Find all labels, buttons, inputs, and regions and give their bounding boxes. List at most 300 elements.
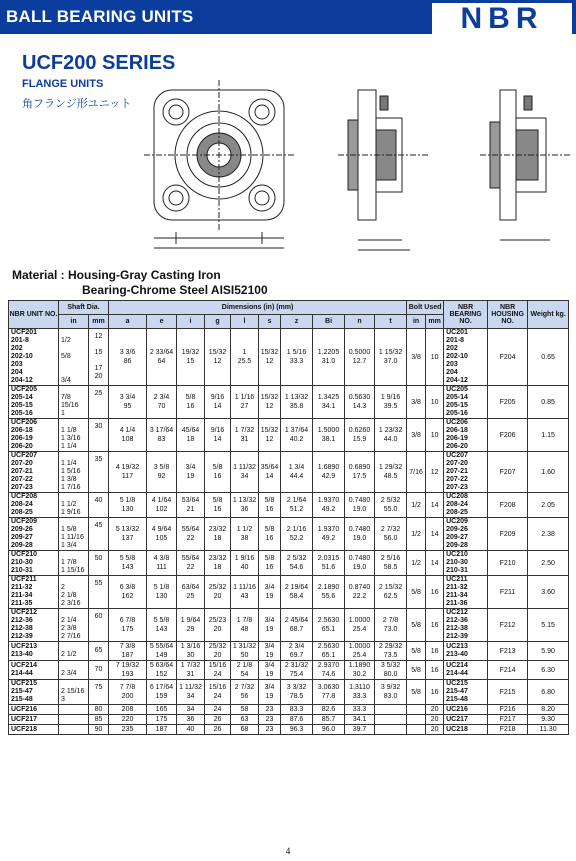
- dimension-cell: 2.5630 65.1: [313, 642, 345, 661]
- dimension-cell: 5/8 16: [259, 551, 281, 576]
- table-row: [9, 518, 569, 551]
- weight-cell: 2.50: [528, 551, 569, 576]
- dimension-cell: 2 29/32 73.5: [375, 642, 407, 661]
- table-row: [9, 386, 569, 419]
- shaft-mm-cell: 55: [89, 576, 109, 609]
- col-shaft-in: in: [59, 315, 89, 329]
- dimension-cell: 85.7: [313, 715, 345, 725]
- bolt-mm-cell: 14: [426, 551, 444, 576]
- shaft-mm-cell: 25: [89, 386, 109, 419]
- weight-cell: 1.15: [528, 419, 569, 452]
- dimension-cell: 3/4 19: [259, 576, 281, 609]
- bolt-in-cell: [407, 715, 426, 725]
- weight-cell: 1.60: [528, 452, 569, 493]
- shaft-in-cell: 2 3/4: [59, 661, 89, 680]
- dimension-cell: 9/16 14: [205, 386, 231, 419]
- bolt-in-cell: 5/8: [407, 661, 426, 680]
- shaft-mm-cell: 50: [89, 551, 109, 576]
- col-nbr-bearing: NBR BEARING NO.: [444, 301, 488, 329]
- housing-number-cell: F210: [488, 551, 528, 576]
- brand-logo-text: NBR: [460, 2, 544, 35]
- table-row: [9, 493, 569, 518]
- dimension-cell: 39.7: [345, 725, 375, 735]
- series-subtitle: FLANGE UNITS: [22, 78, 104, 90]
- housing-number-cell: F211: [488, 576, 528, 609]
- weight-cell: 5.90: [528, 642, 569, 661]
- dimension-cell: 15/32 12: [259, 386, 281, 419]
- dimension-cell: 1.3110 33.3: [345, 680, 375, 705]
- dimension-cell: 1.9370 49.2: [313, 518, 345, 551]
- dimension-cell: 23: [259, 725, 281, 735]
- dimension-cell: 1 23/32 44.0: [375, 419, 407, 452]
- bolt-mm-cell: 20: [426, 715, 444, 725]
- dimension-cell: 7 19/32 193: [109, 661, 147, 680]
- shaft-in-cell: [59, 715, 89, 725]
- dimension-cell: 23/32 18: [205, 518, 231, 551]
- dimension-cell: 2.0315 51.6: [313, 551, 345, 576]
- bearing-number-cell: UC214 214-44: [444, 661, 488, 680]
- dimension-cell: 5 5/8 143: [109, 551, 147, 576]
- dimension-cell: 5 13/32 137: [109, 518, 147, 551]
- unit-number-cell: UCF208 208-24 208-25: [9, 493, 59, 518]
- dimension-cell: 5 63/64 152: [147, 661, 177, 680]
- dimension-cell: 1 9/16 39.5: [375, 386, 407, 419]
- bolt-in-cell: 1/2: [407, 551, 426, 576]
- col-weight: Weight kg.: [528, 301, 569, 329]
- col-dim-n: n: [345, 315, 375, 329]
- unit-number-cell: UCF206 206-18 206-19 206-20: [9, 419, 59, 452]
- material-housing: Material : Housing-Gray Casting Iron: [12, 268, 221, 282]
- dimension-cell: 208: [109, 705, 147, 715]
- dimension-cell: 3/4 19: [177, 452, 205, 493]
- dimension-cell: 19/32 15: [177, 329, 205, 386]
- dimension-cell: 3/4 19: [259, 680, 281, 705]
- dimension-cell: 2 3/4 69.7: [281, 642, 313, 661]
- shaft-in-cell: [59, 705, 89, 715]
- bearing-number-cell: UC212 212-36 212-38 212-39: [444, 609, 488, 642]
- table-row: [9, 551, 569, 576]
- bolt-in-cell: 1/2: [407, 493, 426, 518]
- dimension-cell: 1 29/32 48.5: [375, 452, 407, 493]
- housing-number-cell: F207: [488, 452, 528, 493]
- dimension-cell: 235: [109, 725, 147, 735]
- dimension-cell: 1 7/32 31: [177, 661, 205, 680]
- shaft-in-cell: 2 1/4 2 3/8 2 7/16: [59, 609, 89, 642]
- dimension-cell: 15/32 12: [259, 329, 281, 386]
- dimension-cell: 23: [259, 705, 281, 715]
- dimension-cell: 63: [231, 715, 259, 725]
- page-number: 4: [285, 846, 291, 856]
- bearing-number-cell: UC210 210-30 210-31: [444, 551, 488, 576]
- table-row: [9, 715, 569, 725]
- weight-cell: 0.65: [528, 329, 569, 386]
- table-row: [9, 329, 569, 386]
- housing-number-cell: F215: [488, 680, 528, 705]
- housing-number-cell: F217: [488, 715, 528, 725]
- bearing-number-cell: UC217: [444, 715, 488, 725]
- dimension-cell: 68: [231, 725, 259, 735]
- dimension-cell: 1 7/32 31: [231, 419, 259, 452]
- bearing-number-cell: UC216: [444, 705, 488, 715]
- dimension-cell: 1 11/16 43: [231, 576, 259, 609]
- bolt-mm-cell: 16: [426, 680, 444, 705]
- col-nbr-unit: NBR UNIT NO.: [9, 301, 59, 329]
- dimension-cell: 58: [231, 705, 259, 715]
- dimension-cell: 1 11/32 34: [231, 452, 259, 493]
- dimension-cell: 1 11/32 34: [177, 680, 205, 705]
- shaft-in-cell: 1 7/8 1 15/16: [59, 551, 89, 576]
- housing-number-cell: F204: [488, 329, 528, 386]
- dimension-cell: 0.6890 17.5: [345, 452, 375, 493]
- table-row: [9, 642, 569, 661]
- dimension-cell: 5/8 16: [205, 452, 231, 493]
- col-dim-g: g: [205, 315, 231, 329]
- shaft-mm-cell: 30: [89, 419, 109, 452]
- dimension-cell: 1 3/16 30: [177, 642, 205, 661]
- bolt-mm-cell: 16: [426, 642, 444, 661]
- dimension-cell: 82.6: [313, 705, 345, 715]
- dimension-cell: 3 3/6 86: [109, 329, 147, 386]
- unit-number-cell: UCF207 207-20 207-21 207-22 207-23: [9, 452, 59, 493]
- unit-number-cell: UCF213 213-40: [9, 642, 59, 661]
- dimension-cell: 25/32 20: [205, 642, 231, 661]
- col-dim-t: t: [375, 315, 407, 329]
- col-dimensions: Dimensions (in) (mm): [109, 301, 407, 315]
- dimension-cell: 87.6: [281, 715, 313, 725]
- dimension-cell: 1 25.5: [231, 329, 259, 386]
- dimension-cell: 187: [147, 725, 177, 735]
- col-bolt-used: Bolt Used: [407, 301, 444, 315]
- housing-number-cell: F213: [488, 642, 528, 661]
- dimension-cell: 175: [147, 715, 177, 725]
- dimension-cell: 2 3/4 70: [147, 386, 177, 419]
- dimension-cell: 53/64 21: [177, 493, 205, 518]
- dimension-cell: 26: [205, 725, 231, 735]
- housing-number-cell: F214: [488, 661, 528, 680]
- weight-cell: 11.30: [528, 725, 569, 735]
- bearing-number-cell: UC207 207-20 207-21 207-22 207-23: [444, 452, 488, 493]
- bolt-in-cell: 3/8: [407, 329, 426, 386]
- dimension-cell: 3 5/8 92: [147, 452, 177, 493]
- dimension-cell: 2 7/32 56: [231, 680, 259, 705]
- dimension-cell: 2.9370 74.6: [313, 661, 345, 680]
- dimension-cell: 3 5/32 80.0: [375, 661, 407, 680]
- unit-number-cell: UCF216: [9, 705, 59, 715]
- dimension-cell: 55/64 22: [177, 518, 205, 551]
- bolt-in-cell: 3/8: [407, 419, 426, 452]
- dimension-cell: 5 5/8 143: [147, 609, 177, 642]
- bolt-mm-cell: 16: [426, 609, 444, 642]
- bearing-number-cell: UC206 206-18 206-19 206-20: [444, 419, 488, 452]
- col-dim-s: s: [259, 315, 281, 329]
- bearing-number-cell: UC201 201-8 202 202-10 203 204 204-12: [444, 329, 488, 386]
- col-shaft-mm: mm: [89, 315, 109, 329]
- dimension-cell: 96.0: [313, 725, 345, 735]
- shaft-in-cell: [59, 725, 89, 735]
- dimension-cell: 2 1/64 51.2: [281, 493, 313, 518]
- shaft-in-cell: 2 2 1/8 2 3/16: [59, 576, 89, 609]
- dimension-cell: 63/64 25: [177, 576, 205, 609]
- dimension-cell: 3.0630 77.8: [313, 680, 345, 705]
- dimension-cell: 2 5/32 55.0: [375, 493, 407, 518]
- table-row: [9, 680, 569, 705]
- housing-number-cell: F218: [488, 725, 528, 735]
- series-subtitle-jp: 角フランジ形ユニット: [22, 98, 132, 110]
- bolt-in-cell: 5/8: [407, 576, 426, 609]
- header-title: BALL BEARING UNITS: [6, 7, 194, 26]
- table-row: [9, 576, 569, 609]
- dimension-cell: 4 9/64 105: [147, 518, 177, 551]
- housing-number-cell: F209: [488, 518, 528, 551]
- col-dim-i: i: [177, 315, 205, 329]
- housing-number-cell: F208: [488, 493, 528, 518]
- shaft-in-cell: 1/2 5/8 3/4: [59, 329, 89, 386]
- col-bolt-in: in: [407, 315, 426, 329]
- dimension-cell: 3 3/4 95: [109, 386, 147, 419]
- dimension-cell: 0.7480 19.0: [345, 551, 375, 576]
- bolt-in-cell: [407, 725, 426, 735]
- dimension-cell: 83.3: [281, 705, 313, 715]
- unit-number-cell: UCF209 209-26 209-27 209-28: [9, 518, 59, 551]
- dimension-cell: 25/23 20: [205, 609, 231, 642]
- dimension-cell: 1 13/32 36: [231, 493, 259, 518]
- dimension-cell: 1 9/64 29: [177, 609, 205, 642]
- dimension-cell: 4 19/32 117: [109, 452, 147, 493]
- dimension-cell: 1.9370 49.2: [313, 493, 345, 518]
- bolt-mm-cell: 12: [426, 452, 444, 493]
- bolt-mm-cell: 20: [426, 705, 444, 715]
- bearing-number-cell: UC218: [444, 725, 488, 735]
- col-dim-bi: Bi: [313, 315, 345, 329]
- dimension-cell: 0.5630 14.3: [345, 386, 375, 419]
- dimension-cell: 34.1: [345, 715, 375, 725]
- housing-number-cell: F205: [488, 386, 528, 419]
- dimension-cell: 2 31/32 75.4: [281, 661, 313, 680]
- unit-number-cell: UCF217: [9, 715, 59, 725]
- shaft-in-cell: 1 1/2 1 9/16: [59, 493, 89, 518]
- bolt-in-cell: 5/8: [407, 642, 426, 661]
- shaft-in-cell: 2 15/16 3: [59, 680, 89, 705]
- dimension-cell: 0.7480 19.0: [345, 518, 375, 551]
- shaft-in-cell: 2 1/2: [59, 642, 89, 661]
- shaft-mm-cell: 80: [89, 705, 109, 715]
- weight-cell: 2.38: [528, 518, 569, 551]
- unit-number-cell: UCF211 211-32 211-34 211-35: [9, 576, 59, 609]
- dimension-cell: 5 1/8 130: [147, 576, 177, 609]
- dimension-cell: [375, 715, 407, 725]
- unit-number-cell: UCF205 205-14 205-15 205-16: [9, 386, 59, 419]
- dimension-cell: 2 33/64 64: [147, 329, 177, 386]
- dimension-cell: 15/16 24: [205, 661, 231, 680]
- dimension-cell: 3/4 19: [259, 609, 281, 642]
- series-title: UCF200 SERIES: [22, 52, 176, 74]
- dimension-cell: 1 15/32 37.0: [375, 329, 407, 386]
- dimension-cell: 1 9/16 40: [231, 551, 259, 576]
- bearing-number-cell: UC205 205-14 205-15 205-16: [444, 386, 488, 419]
- weight-cell: 6.80: [528, 680, 569, 705]
- dimension-cell: 0.5000 12.7: [345, 329, 375, 386]
- bolt-in-cell: 7/16: [407, 452, 426, 493]
- shaft-in-cell: 1 5/8 1 11/16 1 3/4: [59, 518, 89, 551]
- weight-cell: 3.60: [528, 576, 569, 609]
- shaft-mm-cell: 60: [89, 609, 109, 642]
- dimension-cell: 4 1/4 108: [109, 419, 147, 452]
- table-row: [9, 452, 569, 493]
- shaft-mm-cell: 70: [89, 661, 109, 680]
- dimension-cell: 9/16 14: [205, 419, 231, 452]
- dimension-cell: 2 7/8 73.0: [375, 609, 407, 642]
- dimension-cell: 5/8 16: [205, 493, 231, 518]
- shaft-in-cell: 7/8 15/16 1: [59, 386, 89, 419]
- dimension-cell: 3 3/32 78.5: [281, 680, 313, 705]
- dimension-cell: 2 5/16 58.5: [375, 551, 407, 576]
- table-row: [9, 419, 569, 452]
- shaft-mm-cell: 35: [89, 452, 109, 493]
- dimension-cell: 5 1/8 130: [109, 493, 147, 518]
- dimension-cell: 3 9/32 83.0: [375, 680, 407, 705]
- bearing-number-cell: UC215 215-47 215-48: [444, 680, 488, 705]
- unit-number-cell: UCF210 210-30 210-31: [9, 551, 59, 576]
- dimension-cell: 165: [147, 705, 177, 715]
- unit-number-cell: UCF214 214-44: [9, 661, 59, 680]
- dimension-cell: 1.6890 42.9: [313, 452, 345, 493]
- dimension-cell: 0.6260 15.9: [345, 419, 375, 452]
- dimension-cell: 1.1890 30.2: [345, 661, 375, 680]
- weight-cell: 8.20: [528, 705, 569, 715]
- dimension-cell: 6 17/64 159: [147, 680, 177, 705]
- dimension-cell: 23: [259, 715, 281, 725]
- dimension-cell: 2.5630 65.1: [313, 609, 345, 642]
- dimension-cell: 3/4 19: [259, 661, 281, 680]
- dimension-cell: 5/8 16: [259, 493, 281, 518]
- housing-number-cell: F206: [488, 419, 528, 452]
- dimension-cell: 5/8 16: [177, 386, 205, 419]
- dimension-cell: 2 1/8 54: [231, 661, 259, 680]
- dimension-cell: 96.3: [281, 725, 313, 735]
- spec-table: [8, 300, 569, 735]
- table-row: [9, 725, 569, 735]
- weight-cell: 0.85: [528, 386, 569, 419]
- dimension-cell: 220: [109, 715, 147, 725]
- dimension-cell: 40: [177, 725, 205, 735]
- dimension-cell: 1.0000 25.4: [345, 642, 375, 661]
- table-row: [9, 609, 569, 642]
- bolt-mm-cell: 14: [426, 493, 444, 518]
- table-row: [9, 661, 569, 680]
- dimension-cell: 1.5000 38.1: [313, 419, 345, 452]
- weight-cell: 2.05: [528, 493, 569, 518]
- shaft-mm-cell: 85: [89, 715, 109, 725]
- dimension-cell: 25/32 20: [205, 576, 231, 609]
- dimension-cell: 15/16 24: [205, 680, 231, 705]
- dimension-cell: 4 1/64 102: [147, 493, 177, 518]
- dimension-cell: 24: [205, 705, 231, 715]
- bolt-in-cell: 5/8: [407, 680, 426, 705]
- weight-cell: 9.30: [528, 715, 569, 725]
- housing-number-cell: F212: [488, 609, 528, 642]
- dimension-cell: 7 7/8 200: [109, 680, 147, 705]
- dimension-cell: 35/64 14: [259, 452, 281, 493]
- dimension-cell: 2 5/32 54.6: [281, 551, 313, 576]
- col-dim-z: z: [281, 315, 313, 329]
- dimension-cell: 45/64 18: [177, 419, 205, 452]
- bolt-in-cell: 3/8: [407, 386, 426, 419]
- bearing-number-cell: UC213 213-40: [444, 642, 488, 661]
- bolt-in-cell: [407, 705, 426, 715]
- dimension-cell: 1.2205 31.0: [313, 329, 345, 386]
- shaft-mm-cell: 75: [89, 680, 109, 705]
- dimension-cell: 6 7/8 175: [109, 609, 147, 642]
- col-dim-l: l: [231, 315, 259, 329]
- dimension-cell: [375, 725, 407, 735]
- unit-number-cell: UCF212 212-36 212-38 212-39: [9, 609, 59, 642]
- bolt-mm-cell: 10: [426, 329, 444, 386]
- dimension-cell: 1 1/16 27: [231, 386, 259, 419]
- material-bearing: Bearing-Chrome Steel AISI52100: [82, 283, 268, 297]
- shaft-mm-cell: 90: [89, 725, 109, 735]
- technical-drawing: [140, 60, 576, 270]
- dimension-cell: 5/8 16: [259, 518, 281, 551]
- dimension-cell: 55/64 22: [177, 551, 205, 576]
- dimension-cell: 15/32 12: [259, 419, 281, 452]
- dimension-cell: 2 15/32 62.5: [375, 576, 407, 609]
- weight-cell: 5.15: [528, 609, 569, 642]
- dimension-cell: 7 3/8 187: [109, 642, 147, 661]
- bearing-number-cell: UC208 208-24 208-25: [444, 493, 488, 518]
- dimension-cell: 3/4 19: [259, 642, 281, 661]
- dimension-cell: 2.1890 55.6: [313, 576, 345, 609]
- dimension-cell: 1 3/4 44.4: [281, 452, 313, 493]
- dimension-cell: 23/32 18: [205, 551, 231, 576]
- brand-logo: [432, 3, 572, 35]
- shaft-mm-cell: 45: [89, 518, 109, 551]
- dimension-cell: 4 3/8 111: [147, 551, 177, 576]
- unit-number-cell: UCF215 215-47 215-48: [9, 680, 59, 705]
- shaft-mm-cell: 65: [89, 642, 109, 661]
- dimension-cell: 1 5/16 33.3: [281, 329, 313, 386]
- col-dim-e: e: [147, 315, 177, 329]
- dimension-cell: 2 7/32 56.0: [375, 518, 407, 551]
- dimension-cell: 1 7/8 48: [231, 609, 259, 642]
- shaft-mm-cell: 40: [89, 493, 109, 518]
- dimension-cell: 33.3: [345, 705, 375, 715]
- bearing-number-cell: UC211 211-32 211-34 211-36: [444, 576, 488, 609]
- dimension-cell: 15/32 12: [205, 329, 231, 386]
- dimension-cell: 6 3/8 162: [109, 576, 147, 609]
- dimension-cell: 3 17/64 83: [147, 419, 177, 452]
- dimension-cell: 34: [177, 705, 205, 715]
- dimension-cell: 1.3425 34.1: [313, 386, 345, 419]
- shaft-in-cell: 1 1/4 1 5/16 1 3/8 1 7/16: [59, 452, 89, 493]
- bolt-in-cell: 1/2: [407, 518, 426, 551]
- dimension-cell: 26: [205, 715, 231, 725]
- col-bolt-mm: mm: [426, 315, 444, 329]
- dimension-cell: 2 45/64 68.7: [281, 609, 313, 642]
- dimension-cell: 1 37/64 40.2: [281, 419, 313, 452]
- bolt-mm-cell: 10: [426, 419, 444, 452]
- weight-cell: 6.30: [528, 661, 569, 680]
- dimension-cell: 1 1/2 38: [231, 518, 259, 551]
- dimension-cell: [375, 705, 407, 715]
- bolt-mm-cell: 10: [426, 386, 444, 419]
- unit-number-cell: UCF201 201-8 202 202-10 203 204 204-12: [9, 329, 59, 386]
- col-nbr-housing: NBR HOUSING NO.: [488, 301, 528, 329]
- dimension-cell: 36: [177, 715, 205, 725]
- bolt-mm-cell: 16: [426, 576, 444, 609]
- dimension-cell: 2 1/16 52.2: [281, 518, 313, 551]
- table-row: [9, 705, 569, 715]
- bolt-in-cell: 5/8: [407, 609, 426, 642]
